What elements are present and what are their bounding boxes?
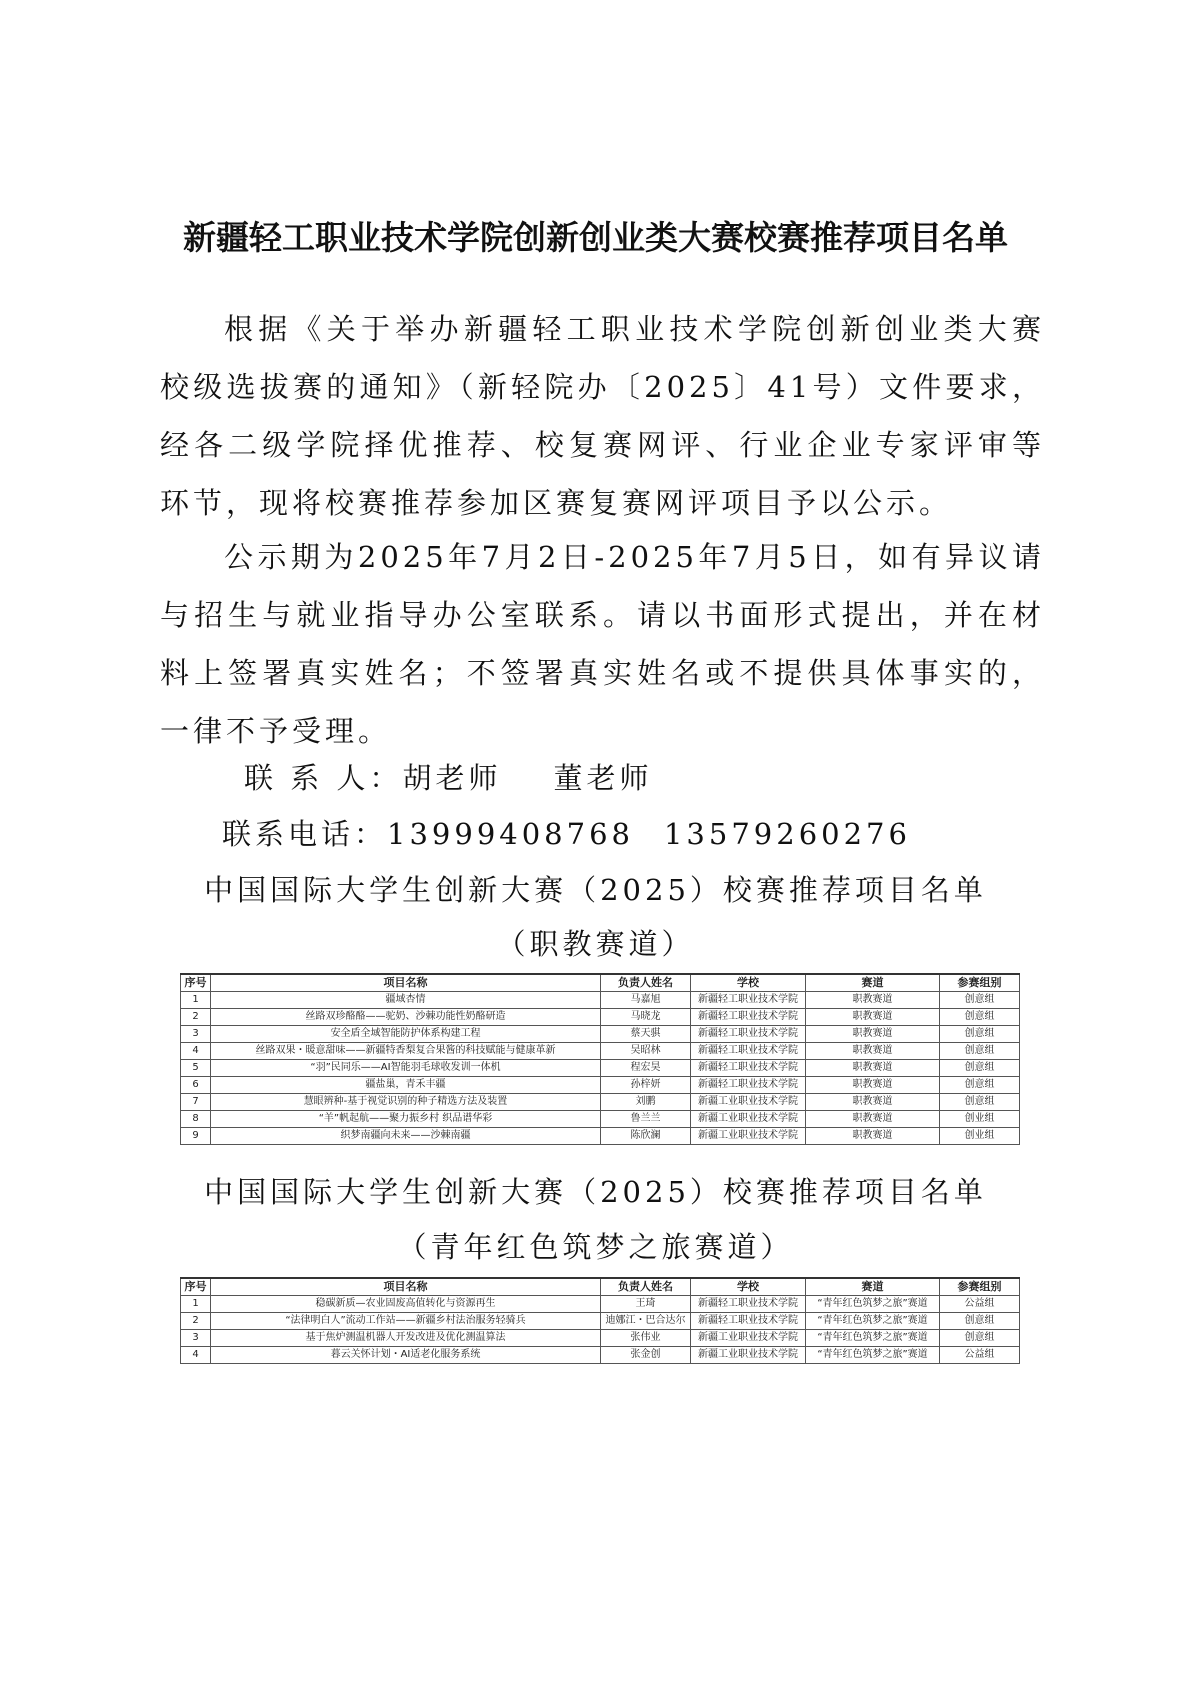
cell-track: 职教赛道 <box>806 1009 940 1026</box>
cell-lead: 陈欣澜 <box>601 1128 691 1145</box>
section1-title: 中国国际大学生创新大赛（2025）校赛推荐项目名单 <box>204 873 987 907</box>
cell-lead: 王琦 <box>601 1296 691 1313</box>
cell-track: 职教赛道 <box>806 1128 940 1145</box>
cell-name: 疆域杏情 <box>211 992 601 1009</box>
cell-name: 稳碳新质—农业固废高值转化与资源再生 <box>211 1296 601 1313</box>
table2-body <box>181 1296 1020 1364</box>
cell-no: 1 <box>181 992 211 1009</box>
cell-lead: 刘鹏 <box>601 1094 691 1111</box>
cell-school: 新疆工业职业技术学院 <box>691 1094 806 1111</box>
cell-lead: 马晓龙 <box>601 1009 691 1026</box>
cell-lead: 迪娜江・巴合达尔 <box>601 1313 691 1330</box>
cell-group: 创业组 <box>940 1111 1020 1128</box>
cell-track: “青年红色筑梦之旅”赛道 <box>806 1347 940 1364</box>
header-lead: 负责人姓名 <box>601 974 691 992</box>
contact-phone-1: 13999408768 <box>387 817 634 851</box>
section2-subtitle: （青年红色筑梦之旅赛道） <box>397 1230 794 1264</box>
cell-name: 慧眼辨种-基于视觉识别的种子精选方法及装置 <box>211 1094 601 1111</box>
cell-name: 基于焦炉测温机器人开发改进及优化测温算法 <box>211 1330 601 1347</box>
cell-lead: 蔡天骐 <box>601 1026 691 1043</box>
cell-name: “羽”民同乐——AI智能羽毛球收发训一体机 <box>211 1060 601 1077</box>
table-row <box>181 992 1020 1009</box>
header-name: 项目名称 <box>211 1278 601 1296</box>
cell-group: 创意组 <box>940 1313 1020 1330</box>
cell-school: 新疆轻工职业技术学院 <box>691 1313 806 1330</box>
cell-lead: 张金创 <box>601 1347 691 1364</box>
table-row <box>181 1296 1020 1313</box>
cell-name: “法律明白人”流动工作站——新疆乡村法治服务轻骑兵 <box>211 1313 601 1330</box>
cell-group: 创意组 <box>940 1026 1020 1043</box>
cell-school: 新疆轻工职业技术学院 <box>691 1077 806 1094</box>
cell-lead: 张伟业 <box>601 1330 691 1347</box>
cell-school: 新疆工业职业技术学院 <box>691 1128 806 1145</box>
notice-paragraph: 根据《关于举办新疆轻工职业技术学院创新创业类大赛校级选拔赛的通知》（新轻院办〔2025〕41号）文件要求，经各二级学院择优推荐、校复赛网评、行业企业专家评审等环节，现将校赛推荐参加区赛复赛网评项目予以公示。 <box>160 312 1045 520</box>
table-row <box>181 1111 1020 1128</box>
header-no: 序号 <box>181 974 211 992</box>
cell-school: 新疆工业职业技术学院 <box>691 1347 806 1364</box>
header-track: 赛道 <box>806 974 940 992</box>
header-group: 参赛组别 <box>940 1278 1020 1296</box>
cell-group: 创业组 <box>940 1128 1020 1145</box>
header-school: 学校 <box>691 974 806 992</box>
header-no: 序号 <box>181 1278 211 1296</box>
table-row <box>181 1043 1020 1060</box>
header-track: 赛道 <box>806 1278 940 1296</box>
cell-name: 丝路双果・暖意甜味——新疆特香梨复合果酱的科技赋能与健康革新 <box>211 1043 601 1060</box>
cell-track: 职教赛道 <box>806 1026 940 1043</box>
table-row <box>181 1026 1020 1043</box>
cell-name: 疆盐巢，青禾丰疆 <box>211 1077 601 1094</box>
cell-no: 3 <box>181 1330 211 1347</box>
cell-track: 职教赛道 <box>806 1077 940 1094</box>
cell-no: 3 <box>181 1026 211 1043</box>
table-row <box>181 1347 1020 1364</box>
cell-no: 1 <box>181 1296 211 1313</box>
cell-track: 职教赛道 <box>806 1111 940 1128</box>
cell-no: 6 <box>181 1077 211 1094</box>
cell-lead: 吴昭林 <box>601 1043 691 1060</box>
contact-person-label: 联 系 人： <box>244 761 403 795</box>
table-row <box>181 1094 1020 1111</box>
cell-no: 5 <box>181 1060 211 1077</box>
cell-group: 创意组 <box>940 992 1020 1009</box>
cell-group: 创意组 <box>940 1043 1020 1060</box>
cell-no: 4 <box>181 1043 211 1060</box>
contact-person-line <box>244 756 652 797</box>
cell-school: 新疆轻工职业技术学院 <box>691 1043 806 1060</box>
cell-track: 职教赛道 <box>806 1060 940 1077</box>
cell-school: 新疆轻工职业技术学院 <box>691 1296 806 1313</box>
cell-school: 新疆轻工职业技术学院 <box>691 1026 806 1043</box>
table-header-row <box>181 1278 1020 1296</box>
cell-name: 丝路双珍酪酪——驼奶、沙棘功能性奶酪研造 <box>211 1009 601 1026</box>
cell-no: 4 <box>181 1347 211 1364</box>
cell-school: 新疆轻工职业技术学院 <box>691 1009 806 1026</box>
cell-lead: 程宏昊 <box>601 1060 691 1077</box>
objection-paragraph: 公示期为2025年7月2日-2025年7月5日，如有异议请与招生与就业指导办公室联系。请以书面形式提出，并在材料上签署真实姓名；不签署真实姓名或不提供具体事实的，一律不予受理。 <box>160 540 1045 748</box>
header-group: 参赛组别 <box>940 974 1020 992</box>
table-row <box>181 1313 1020 1330</box>
cell-name: 织梦南疆向未来——沙棘南疆 <box>211 1128 601 1145</box>
cell-name: 暮云关怀计划・AI适老化服务系统 <box>211 1347 601 1364</box>
contact-person-2: 董老师 <box>553 761 653 795</box>
cell-lead: 马嘉旭 <box>601 992 691 1009</box>
contact-phone-line <box>222 812 911 853</box>
section2-title: 中国国际大学生创新大赛（2025）校赛推荐项目名单 <box>204 1175 987 1209</box>
cell-no: 2 <box>181 1313 211 1330</box>
table-row <box>181 1009 1020 1026</box>
vocational-track-table <box>180 973 1020 1145</box>
cell-no: 2 <box>181 1009 211 1026</box>
contact-phone-label: 联系电话： <box>222 817 388 851</box>
table-header-row <box>181 974 1020 992</box>
document-title: 新疆轻工职业技术学院创新创业类大赛校赛推荐项目名单 <box>183 218 1008 257</box>
table-row <box>181 1128 1020 1145</box>
cell-group: 创意组 <box>940 1330 1020 1347</box>
cell-track: “青年红色筑梦之旅”赛道 <box>806 1330 940 1347</box>
table-row <box>181 1330 1020 1347</box>
table1-body <box>181 992 1020 1145</box>
cell-school: 新疆工业职业技术学院 <box>691 1330 806 1347</box>
cell-track: “青年红色筑梦之旅”赛道 <box>806 1296 940 1313</box>
cell-school: 新疆轻工职业技术学院 <box>691 1060 806 1077</box>
cell-group: 公益组 <box>940 1347 1020 1364</box>
header-name: 项目名称 <box>211 974 601 992</box>
cell-school: 新疆轻工职业技术学院 <box>691 992 806 1009</box>
cell-no: 9 <box>181 1128 211 1145</box>
cell-lead: 鲁兰兰 <box>601 1111 691 1128</box>
cell-group: 创意组 <box>940 1060 1020 1077</box>
cell-group: 创意组 <box>940 1009 1020 1026</box>
red-dream-track-table <box>180 1277 1020 1364</box>
header-lead: 负责人姓名 <box>601 1278 691 1296</box>
cell-track: 职教赛道 <box>806 1094 940 1111</box>
table-row <box>181 1077 1020 1094</box>
contact-phone-2: 13579260276 <box>663 817 911 851</box>
cell-track: 职教赛道 <box>806 992 940 1009</box>
cell-lead: 孙梓妍 <box>601 1077 691 1094</box>
cell-track: 职教赛道 <box>806 1043 940 1060</box>
cell-group: 公益组 <box>940 1296 1020 1313</box>
cell-school: 新疆工业职业技术学院 <box>691 1111 806 1128</box>
contact-person-1: 胡老师 <box>402 761 502 795</box>
cell-no: 8 <box>181 1111 211 1128</box>
cell-group: 创意组 <box>940 1094 1020 1111</box>
cell-track: “青年红色筑梦之旅”赛道 <box>806 1313 940 1330</box>
cell-name: “羊”帆起航——聚力振乡村 织品谱华彩 <box>211 1111 601 1128</box>
header-school: 学校 <box>691 1278 806 1296</box>
cell-name: 安全盾全域智能防护体系构建工程 <box>211 1026 601 1043</box>
cell-group: 创意组 <box>940 1077 1020 1094</box>
table-row <box>181 1060 1020 1077</box>
cell-no: 7 <box>181 1094 211 1111</box>
section1-subtitle: （职教赛道） <box>496 927 695 961</box>
